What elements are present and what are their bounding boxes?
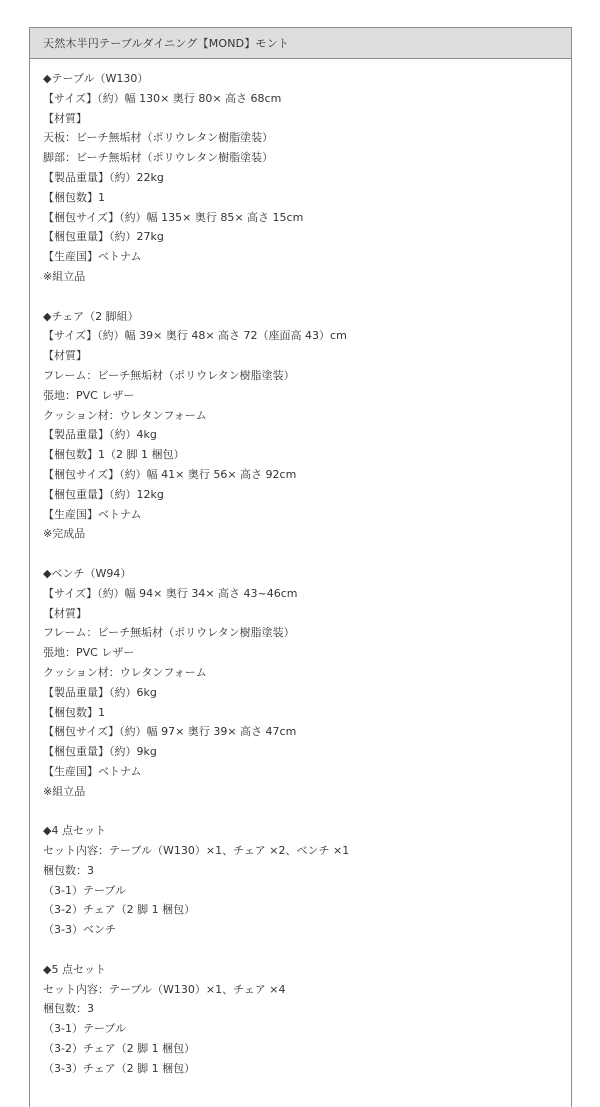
- section-heading: ◆5 点セット: [43, 962, 106, 976]
- spec-line: （3-1）テーブル: [43, 883, 126, 897]
- spec-line: 【梱包重量】（約）27kg: [43, 230, 164, 244]
- spec-line: 【梱包数】1: [43, 190, 105, 204]
- spec-line: 【サイズ】（約）幅 39× 奥行 48× 高さ 72（座面高 43）cm: [43, 329, 347, 343]
- spec-line: 【材質】: [43, 606, 87, 620]
- section-heading: ◆ベンチ（W94）: [43, 566, 132, 580]
- spec-line: （3-1）テーブル: [43, 1022, 126, 1036]
- spec-body: [30, 59, 571, 1079]
- spec-line: 梱包数：3: [43, 1002, 94, 1016]
- spec-line: フレーム：ビーチ無垢材（ポリウレタン樹脂塗装）: [43, 626, 295, 640]
- spec-line: クッション材：ウレタンフォーム: [43, 665, 207, 679]
- spec-line: フレーム：ビーチ無垢材（ポリウレタン樹脂塗装）: [43, 368, 295, 382]
- spec-line: 【製品重量】（約）22kg: [43, 170, 164, 184]
- spec-line: 【梱包サイズ】（約）幅 135× 奥行 85× 高さ 15cm: [43, 210, 304, 224]
- spec-line: 梱包数：3: [43, 863, 94, 877]
- spec-line: セット内容：テーブル（W130）×1、チェア ×2、ベンチ ×1: [43, 844, 350, 858]
- spec-line: ※組立品: [43, 269, 86, 283]
- spec-line: 【生産国】ベトナム: [43, 764, 142, 778]
- spec-line: （3-3）チェア（2 脚 1 梱包）: [43, 1061, 196, 1075]
- section-heading: ◆テーブル（W130）: [43, 72, 149, 85]
- spec-line: 張地：PVC レザー: [43, 388, 135, 402]
- spec-line: 【梱包重量】（約）9kg: [43, 745, 157, 759]
- spec-line: 【梱包サイズ】（約）幅 41× 奥行 56× 高さ 92cm: [43, 467, 297, 481]
- section-heading: ◆4 点セット: [43, 824, 106, 838]
- spec-line: 【生産国】ベトナム: [43, 507, 142, 521]
- spec-table: [29, 27, 572, 1107]
- section-4-piece-set: [43, 821, 571, 940]
- spec-line: 【生産国】ベトナム: [43, 250, 142, 264]
- spec-line: （3-2）チェア（2 脚 1 梱包）: [43, 903, 196, 917]
- spec-line: セット内容：テーブル（W130）×1、チェア ×4: [43, 982, 286, 996]
- spec-line: ※組立品: [43, 784, 86, 798]
- spec-line: 【梱包重量】（約）12kg: [43, 487, 164, 501]
- section-heading: ◆チェア（2 脚組）: [43, 309, 139, 323]
- spec-line: 【梱包数】1: [43, 705, 105, 719]
- spec-line: 脚部：ビーチ無垢材（ポリウレタン樹脂塗装）: [43, 151, 274, 165]
- spec-line: ※完成品: [43, 527, 86, 541]
- spec-line: 【梱包サイズ】（約）幅 97× 奥行 39× 高さ 47cm: [43, 725, 297, 739]
- section-bench: [43, 564, 571, 802]
- section-table: [43, 69, 571, 287]
- spec-line: 【材質】: [43, 111, 87, 125]
- spec-line: （3-2）チェア（2 脚 1 梱包）: [43, 1042, 196, 1056]
- spec-line: 【サイズ】（約）幅 94× 奥行 34× 高さ 43~46cm: [43, 586, 298, 600]
- spec-line: 天板：ビーチ無垢材（ポリウレタン樹脂塗装）: [43, 131, 274, 145]
- spec-line: 【製品重量】（約）6kg: [43, 685, 157, 699]
- spec-line: 【製品重量】（約）4kg: [43, 428, 157, 442]
- spec-line: クッション材：ウレタンフォーム: [43, 408, 207, 422]
- spec-line: 【梱包数】1（2 脚 1 梱包）: [43, 448, 185, 462]
- spec-line: 張地：PVC レザー: [43, 646, 135, 660]
- section-5-piece-set: [43, 960, 571, 1079]
- product-title: 天然木半円テーブルダイニング【MOND】モント: [43, 37, 290, 50]
- spec-header: [30, 28, 571, 59]
- section-chair: [43, 307, 571, 545]
- spec-line: 【サイズ】（約）幅 130× 奥行 80× 高さ 68cm: [43, 91, 282, 105]
- spec-line: （3-3）ベンチ: [43, 923, 116, 937]
- spec-line: 【材質】: [43, 349, 87, 363]
